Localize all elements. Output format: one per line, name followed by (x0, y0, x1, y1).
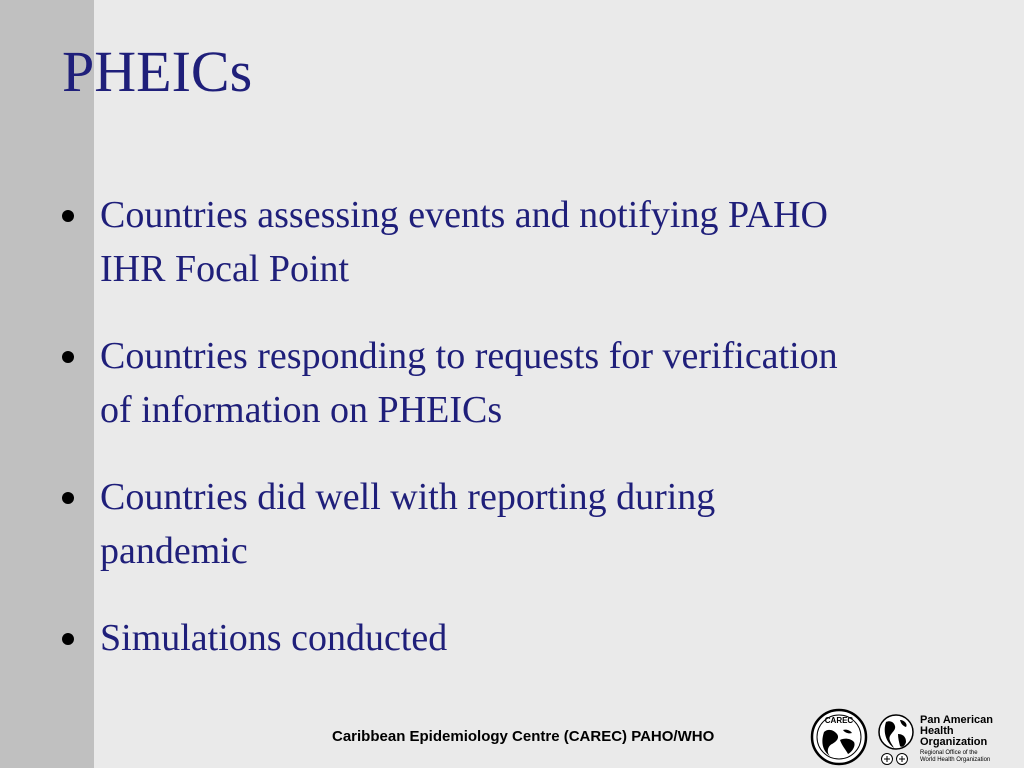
paho-logo (876, 712, 1010, 766)
bullet-text-line2: pandemic (100, 530, 248, 572)
carec-logo (810, 708, 868, 766)
bullet-item (60, 611, 1005, 665)
paho-name-text: Pan American Health Organization (920, 714, 993, 748)
bullet-dot-icon (62, 351, 74, 363)
footer-caption: Caribbean Epidemiology Centre (CAREC) PAHO/WHO (332, 728, 715, 745)
bullet-text-line2: IHR Focal Point (100, 248, 350, 290)
slide-title: PHEICs (62, 39, 253, 104)
bullet-text-line1: Countries assessing events and notifying PAHO (100, 194, 828, 236)
bullet-text-line2: of information on PHEICs (100, 389, 503, 431)
bullet-dot-icon (62, 633, 74, 645)
svg-text:CAREC: CAREC (824, 716, 854, 725)
bullet-text-line1: Simulations conducted (100, 617, 448, 659)
paho-subtitle-text: Regional Office of the World Health Organization (920, 750, 991, 763)
bullet-dot-icon (62, 492, 74, 504)
bullet-text-line1: Countries responding to requests for verification (100, 335, 838, 377)
bullet-text-line1: Countries did well with reporting during (100, 476, 716, 518)
bullet-dot-icon (62, 210, 74, 222)
bullet-item (60, 470, 1005, 578)
bullet-item (60, 188, 1005, 296)
bullet-list (60, 188, 1005, 698)
bullet-item (60, 329, 1005, 437)
paho-globe-icon (876, 712, 918, 766)
